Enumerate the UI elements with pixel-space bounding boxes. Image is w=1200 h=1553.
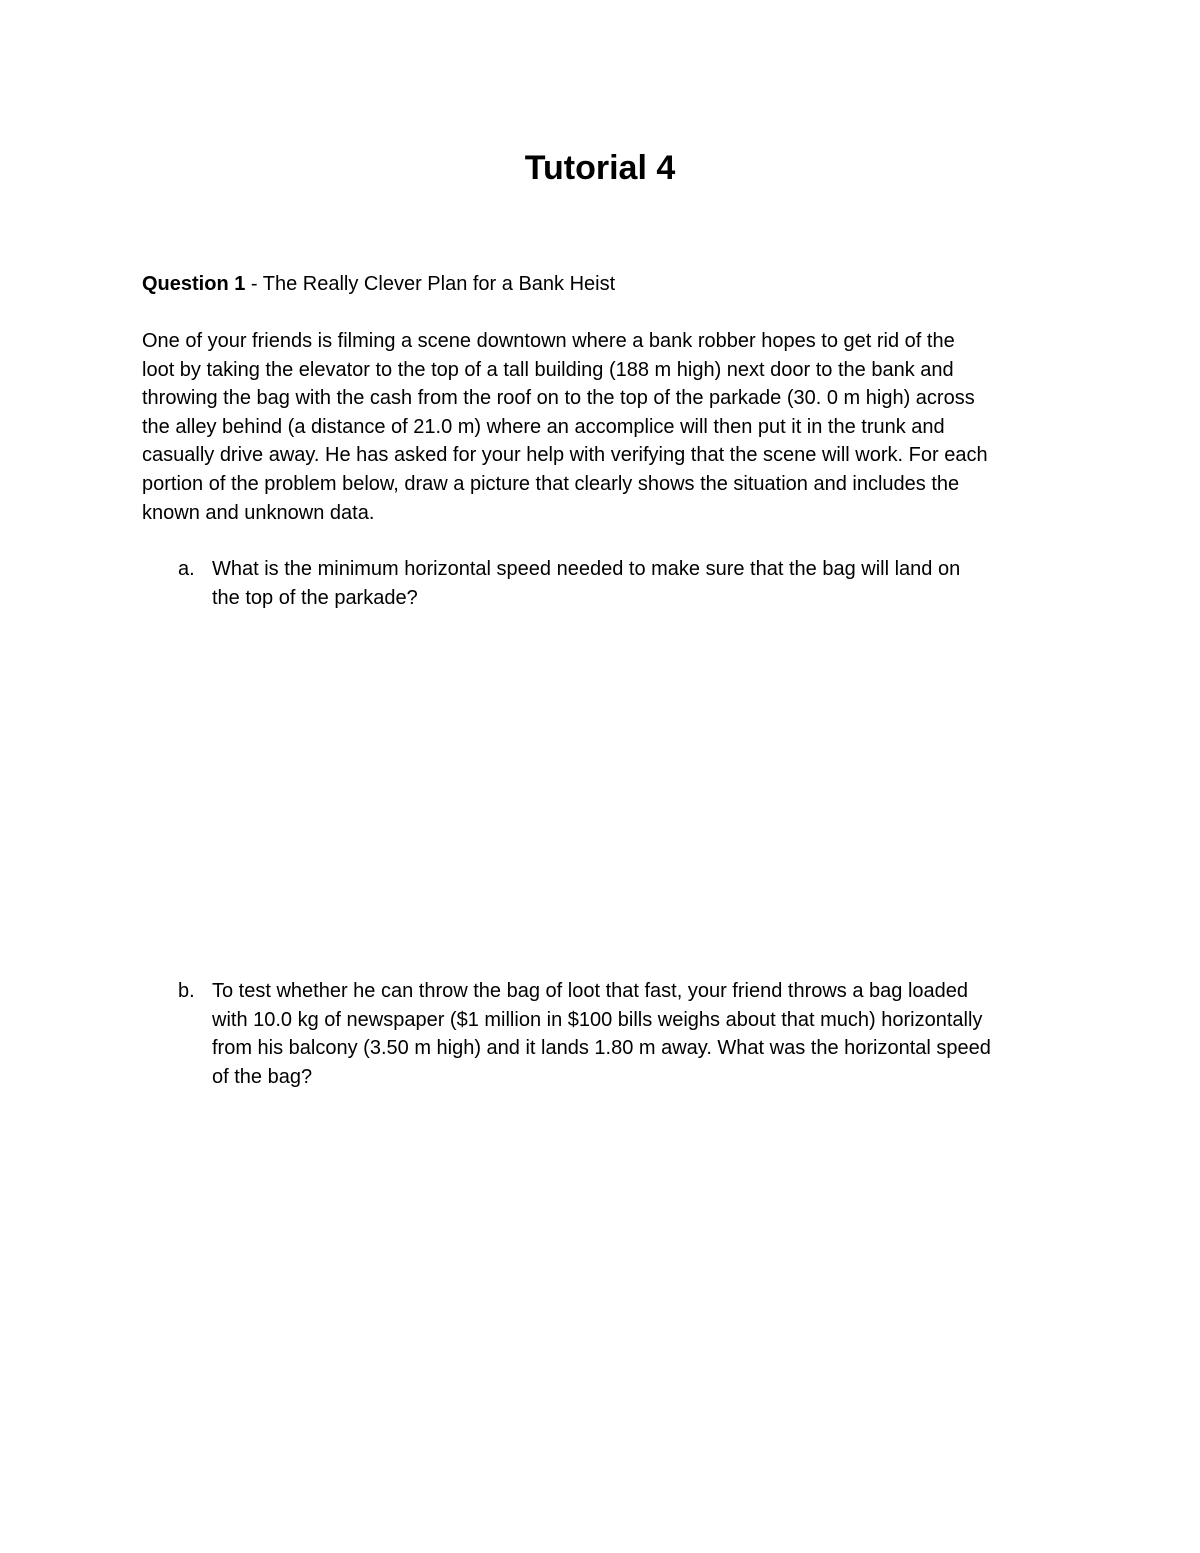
part-marker: a. xyxy=(178,558,195,580)
page-title: Tutorial 4 xyxy=(524,149,676,187)
intro-line: portion of the problem below, draw a picture that clearly shows the situation and includes the xyxy=(142,472,960,495)
question-heading xyxy=(142,270,615,298)
part-line: To test whether he can throw the bag of loot that fast, your friend throws a bag loaded xyxy=(212,980,969,1002)
part-text xyxy=(212,555,960,612)
part-line: from his balcony (3.50 m high) and it lands 1.80 m away. What was the horizontal speed xyxy=(212,1037,991,1060)
part-text xyxy=(212,977,991,1091)
intro-line: One of your friends is filming a scene downtown where a bank robber hopes to get rid of the xyxy=(142,330,955,352)
intro-line: throwing the bag with the cash from the roof on to the top of the parkade (30. 0 m high) across xyxy=(142,387,975,410)
part-line: the top of the parkade? xyxy=(212,586,418,609)
part-line: with 10.0 kg of newspaper ($1 million in $100 bills weighs about that much) horizontally xyxy=(212,1008,983,1031)
question-label: Question 1 xyxy=(142,273,246,295)
intro-line: loot by taking the elevator to the top of a tall building (188 m high) next door to the bank and xyxy=(142,358,954,381)
intro-line: known and unknown data. xyxy=(142,501,375,524)
part-line: of the bag? xyxy=(212,1065,313,1088)
intro-line: the alley behind (a distance of 21.0 m) where an accomplice will then put it in the trunk and xyxy=(142,415,945,438)
part-line: What is the minimum horizontal speed needed to make sure that the bag will land on xyxy=(212,558,961,580)
question-intro xyxy=(142,327,1072,527)
question-separator: - xyxy=(245,273,263,295)
question-title: The Really Clever Plan for a Bank Heist xyxy=(262,273,616,295)
part-marker: b. xyxy=(178,980,195,1002)
intro-line: casually drive away. He has asked for your help with verifying that the scene will work. For each xyxy=(142,444,988,467)
